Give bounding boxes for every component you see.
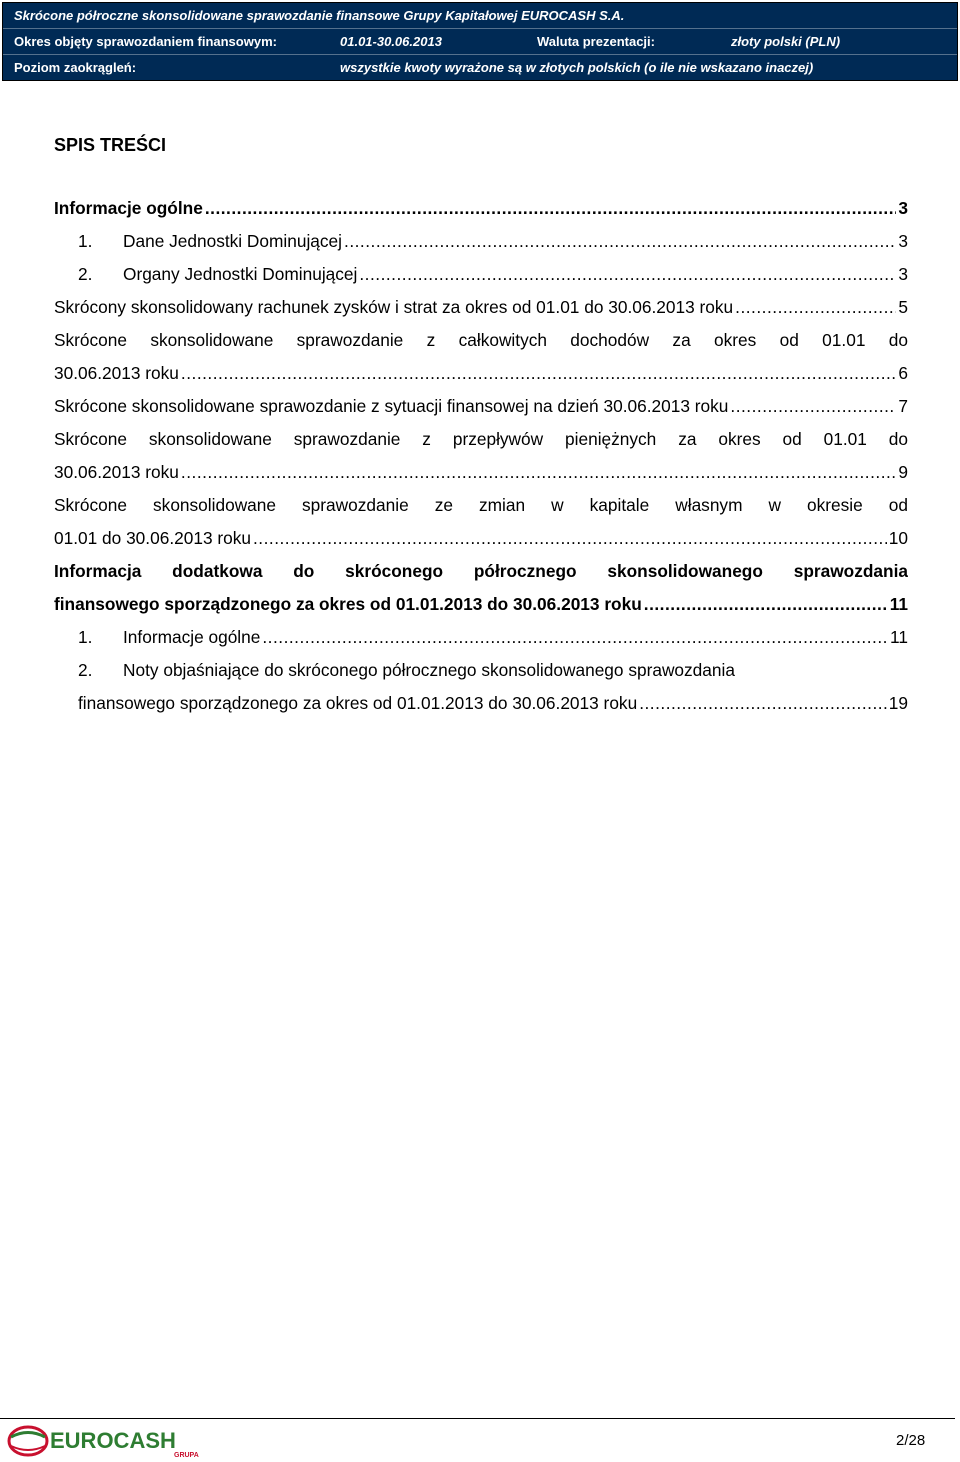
toc-leader-dots: [253, 522, 887, 555]
toc-entry-line2: 30.06.2013 roku: [54, 462, 179, 482]
toc-leader-dots: [639, 687, 887, 720]
toc-entry-line1: Noty objaśniające do skróconego półrocznego skonsolidowanego sprawozdania: [123, 660, 735, 680]
rounding-value: wszystkie kwoty wyrażone są w złotych polskich (o ile nie wskazano inaczej): [340, 60, 814, 75]
toc-entry-text: Skrócony skonsolidowany rachunek zysków i strat za okres od 01.01 do 30.06.2013 roku: [54, 297, 734, 317]
footer-divider: [0, 1418, 955, 1419]
toc-page-number: 5: [898, 297, 908, 317]
toc-entry-line2: finansowego sporządzonego za okres od 01.01.2013 do 30.06.2013 roku: [78, 693, 638, 713]
toc-entry-text: Organy Jednostki Dominującej: [123, 264, 358, 284]
toc-leader-dots: [181, 357, 896, 390]
header-period-row: [3, 29, 957, 55]
toc-entry-organy-jednostki[interactable]: [54, 258, 908, 291]
currency-label: Waluta prezentacji:: [537, 34, 655, 49]
toc-entry-number: 2.: [78, 660, 93, 680]
toc-leader-dots: [262, 621, 888, 654]
toc-leader-dots: [730, 390, 896, 423]
toc-entry-text: Skrócone skonsolidowane sprawozdanie z sytuacji finansowej na dzień 30.06.2013 roku: [54, 396, 729, 416]
logo-subtext: GRUPA: [174, 1452, 199, 1458]
toc-entry-text: Dane Jednostki Dominującej: [123, 231, 343, 251]
table-of-contents: [54, 192, 908, 720]
toc-entry-rachunek-zyskow[interactable]: [54, 291, 908, 324]
toc-entry-zmiany-w-kapitale[interactable]: [54, 489, 908, 555]
toc-page-number: 3: [898, 264, 908, 284]
globe-icon: [9, 1427, 47, 1455]
header-title: Skrócone półroczne skonsolidowane sprawozdanie finansowe Grupy Kapitałowej EUROCASH S.A.: [14, 8, 625, 23]
toc-entry-number: 2.: [78, 264, 93, 284]
toc-page-number: 3: [898, 198, 908, 218]
header-rounding-row: [3, 55, 957, 80]
toc-entry-number: 1.: [78, 231, 93, 251]
rounding-label: Poziom zaokrągleń:: [14, 60, 137, 75]
period-value: 01.01-30.06.2013: [340, 34, 442, 49]
toc-entry-przeplywy-pieniezne[interactable]: [54, 423, 908, 489]
currency-value: złoty polski (PLN): [731, 34, 841, 49]
toc-leader-dots: [735, 291, 896, 324]
toc-entry-line2: 01.01 do 30.06.2013 roku: [54, 528, 251, 548]
toc-title: SPIS TREŚCI: [54, 135, 167, 155]
toc-entry-line1: Informacja dodatkowa do skróconego półrocznego skonsolidowanego sprawozdania: [54, 561, 908, 581]
toc-page-number: 9: [898, 462, 908, 482]
header-title-row: [3, 3, 957, 29]
toc-page-number: 7: [898, 396, 908, 416]
logo-wordmark: EUROCASH: [50, 1428, 176, 1453]
eurocash-logo: [6, 1424, 206, 1458]
toc-entry-informacje-ogolne-sub[interactable]: [54, 621, 908, 654]
page-number: 2/28: [896, 1432, 926, 1449]
toc-leader-dots: [205, 192, 897, 225]
toc-page-number: 3: [898, 231, 908, 251]
toc-entry-text: Informacje ogólne: [123, 627, 261, 647]
toc-entry-dane-jednostki[interactable]: [54, 225, 908, 258]
toc-entry-number: 1.: [78, 627, 93, 647]
toc-entry-informacja-dodatkowa[interactable]: [54, 555, 908, 621]
toc-entry-line2: 30.06.2013 roku: [54, 363, 179, 383]
toc-leader-dots: [181, 456, 896, 489]
toc-entry-text: Informacje ogólne: [54, 198, 203, 218]
toc-entry-line1: Skrócone skonsolidowane sprawozdanie ze zmian w kapitale własnym w okresie od: [54, 495, 908, 515]
toc-leader-dots: [359, 258, 896, 291]
toc-page-number: 19: [888, 693, 908, 713]
toc-entry-informacje-ogolne[interactable]: [54, 192, 908, 225]
toc-entry-line2: finansowego sporządzonego za okres od 01.01.2013 do 30.06.2013 roku: [54, 594, 642, 614]
toc-leader-dots: [344, 225, 896, 258]
toc-entry-calkowite-dochody[interactable]: [54, 324, 908, 390]
toc-entry-sytuacja-finansowa[interactable]: [54, 390, 908, 423]
toc-entry-line1: Skrócone skonsolidowane sprawozdanie z całkowitych dochodów za okres od 01.01 do: [54, 330, 908, 350]
toc-entry-noty-objasniajace[interactable]: [54, 654, 908, 720]
period-label: Okres objęty sprawozdaniem finansowym:: [14, 34, 277, 49]
toc-page-number: 11: [890, 627, 908, 647]
toc-page-number: 6: [898, 363, 908, 383]
document-header: [2, 2, 958, 81]
toc-entry-line1: Skrócone skonsolidowane sprawozdanie z przepływów pieniężnych za okres od 01.01 do: [54, 429, 908, 449]
toc-page-number: 11: [889, 594, 908, 614]
toc-page-number: 10: [888, 528, 908, 548]
toc-leader-dots: [644, 588, 888, 621]
